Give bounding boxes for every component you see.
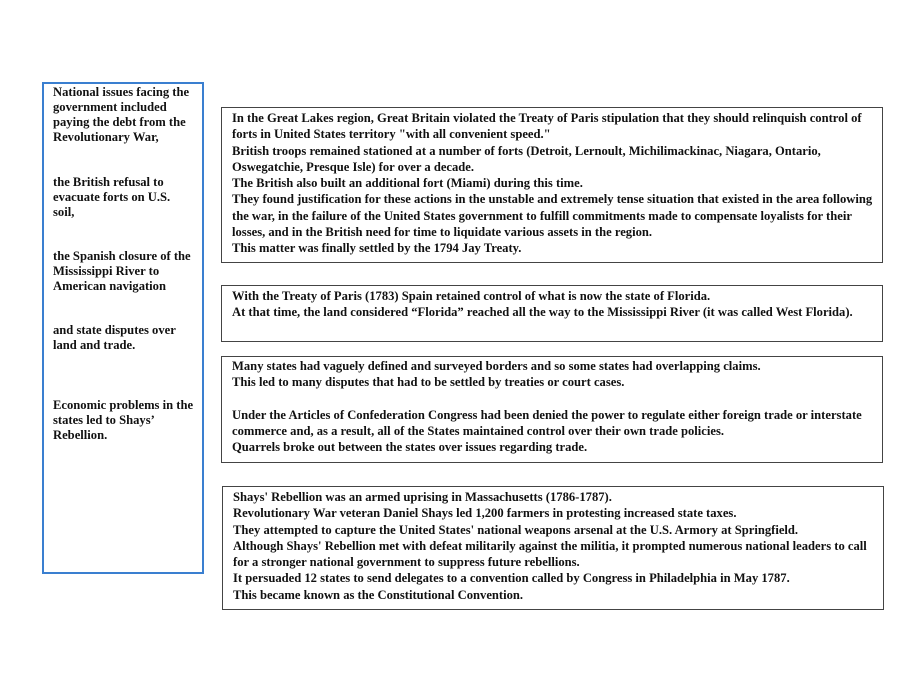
spanish-florida-box — [221, 285, 883, 342]
shays-paragraph: Although Shays' Rebellion met with defeat militarily against the militia, it prompted numerous national leaders to call for a stronger national government to suppress future rebellions. — [233, 538, 867, 570]
states-paragraph: Under the Articles of Confederation Congress had been denied the power to regulate either foreign trade or interstate commerce and, as a result, all of the States maintained control over their own trade policies. — [232, 407, 862, 438]
state-disputes-box — [221, 356, 883, 463]
sidebar-item-revolutionary-debt: National issues facing the government included paying the debt from the Revolutionary War, — [53, 85, 190, 144]
british-forts-box — [221, 107, 883, 263]
forts-paragraph: In the Great Lakes region, Great Britain violated the Treaty of Paris stipulation that they should relinquish control of forts in United States territory "with all convenient speed." — [232, 111, 862, 142]
shays-paragraph: This became known as the Constitutional Convention. — [233, 587, 524, 602]
shays-paragraph: They attempted to capture the United States' national weapons arsenal at the U.S. Armory at Springfield. — [233, 522, 799, 537]
shays-rebellion-box — [222, 486, 884, 610]
forts-paragraph: They found justification for these actions in the unstable and extremely tense situation that existed in the area following the war, in the failure of the United States government to fulfill commitments made to compensate loyalists for their losses, and in the British need for time to liquidate various assets in the region. — [232, 192, 873, 240]
states-paragraph: Quarrels broke out between the states over issues regarding trade. — [232, 440, 588, 455]
forts-paragraph: The British also built an additional fort (Miami) during this time. — [232, 176, 583, 191]
sidebar-item-british-forts: the British refusal to evacuate forts on U.S. soil, — [53, 175, 171, 219]
sidebar-item-shays-rebellion: Economic problems in the states led to Shays’ Rebellion. — [53, 398, 194, 442]
sidebar-item-state-disputes: and state disputes over land and trade. — [53, 323, 176, 352]
paragraph-spacer — [232, 391, 874, 407]
forts-paragraph: British troops remained stationed at a number of forts (Detroit, Lernoult, Michilimackinac, Niagara, Ontario, Oswegatchie, Presque Isle) for over a decade. — [232, 143, 821, 174]
shays-paragraph: It persuaded 12 states to send delegates to a convention called by Congress in Philadelphia in May 1787. — [233, 571, 790, 586]
forts-paragraph: This matter was finally settled by the 1794 Jay Treaty. — [232, 241, 522, 256]
florida-paragraph: At that time, the land considered “Florida” reached all the way to the Mississippi River (it was called West Florida). — [232, 305, 853, 320]
florida-paragraph: With the Treaty of Paris (1783) Spain retained control of what is now the state of Florida. — [232, 289, 711, 303]
states-paragraph: This led to many disputes that had to be settled by treaties or court cases. — [232, 375, 625, 390]
states-paragraph: Many states had vaguely defined and surveyed borders and so some states had overlapping claims. — [232, 359, 761, 373]
national-issues-sidebar — [42, 82, 204, 574]
shays-paragraph: Revolutionary War veteran Daniel Shays led 1,200 farmers in protesting increased state taxes. — [233, 506, 737, 521]
sidebar-item-spanish-mississippi: the Spanish closure of the Mississippi River to American navigation — [53, 249, 191, 293]
shays-paragraph: Shays' Rebellion was an armed uprising in Massachusetts (1786-1787). — [233, 490, 612, 504]
